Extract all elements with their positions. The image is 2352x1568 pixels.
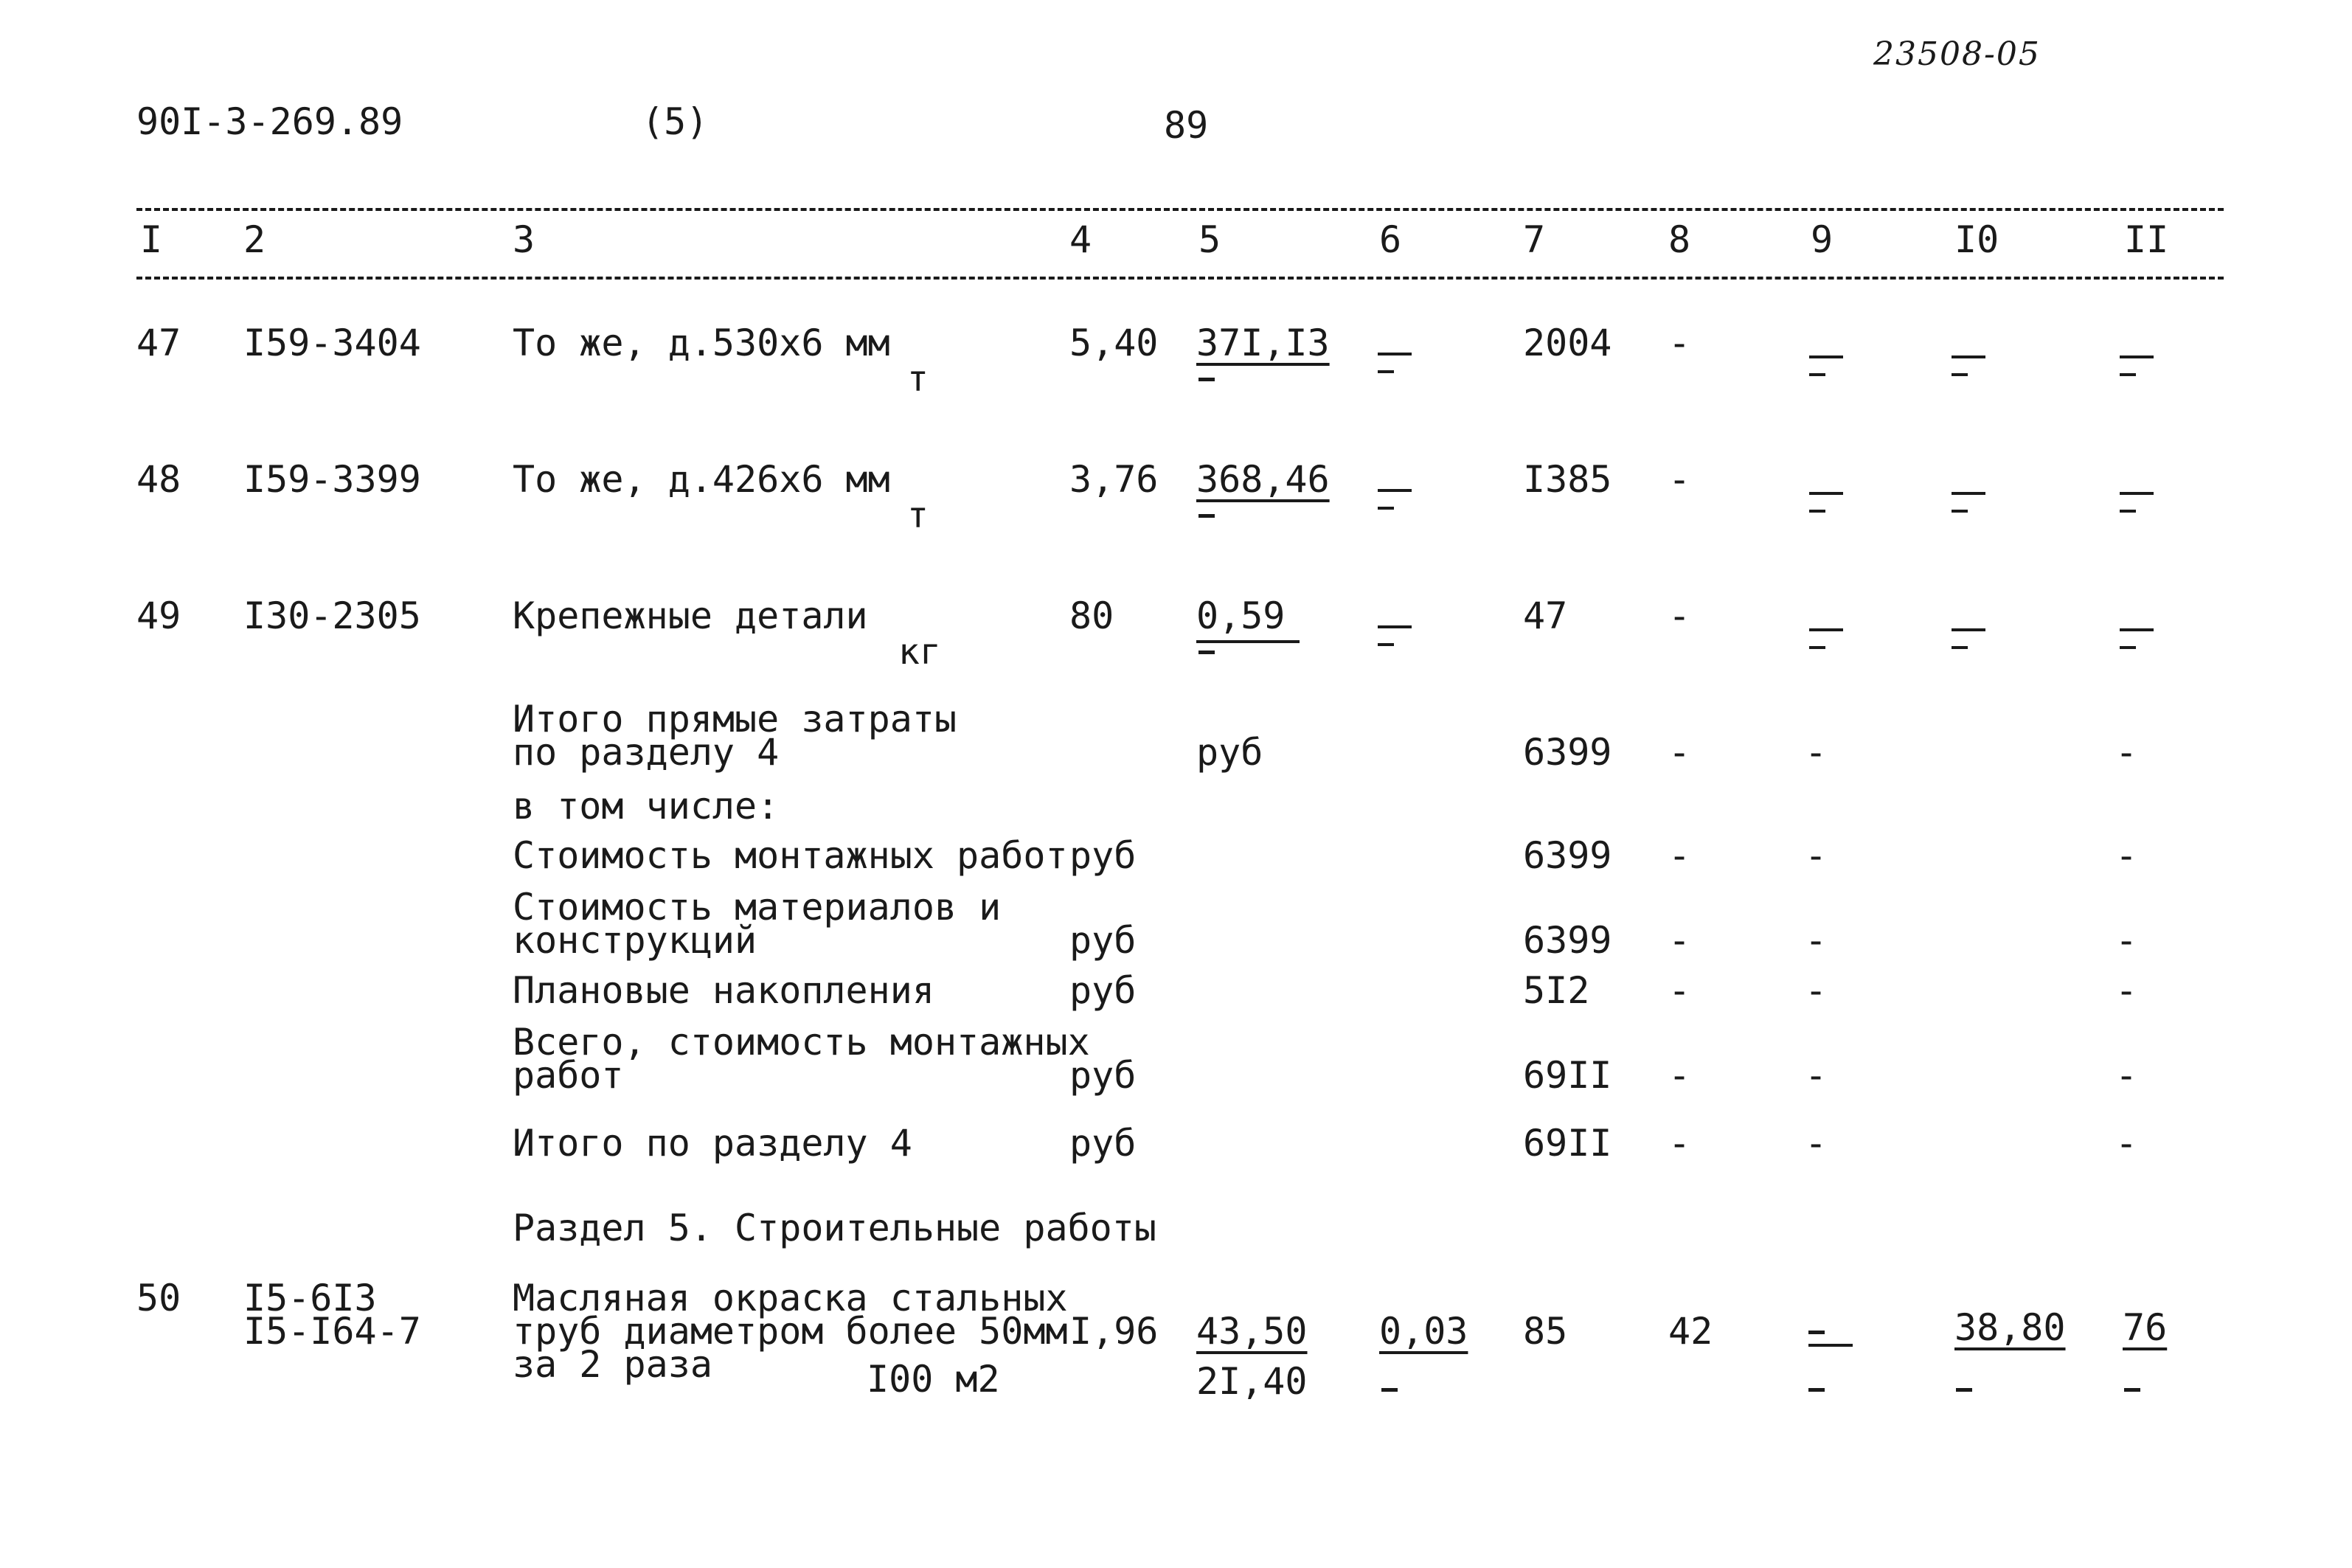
dash-col9: - — [1805, 1054, 1828, 1097]
unit-price-2: 2I,40 — [1196, 1360, 1308, 1403]
summary-label-cont: по разделу 4 — [513, 731, 780, 774]
dash-col11: - — [2115, 834, 2138, 877]
summary-label-cont: работ — [513, 1054, 624, 1097]
including-label: в том числе: — [513, 785, 780, 828]
page-number: 89 — [1164, 104, 1209, 147]
ditto-mark — [1805, 625, 1846, 655]
col10-value: 38,80 — [1954, 1306, 2066, 1349]
col6-second-dash — [1381, 1388, 1398, 1392]
summary-label: Итого прямые затраты — [513, 698, 957, 740]
dash-col9: - — [1805, 731, 1828, 774]
ditto-mark — [1373, 486, 1415, 516]
rate-code: I30-2305 — [243, 594, 421, 637]
dash-col11: - — [2115, 731, 2138, 774]
item-description: То же, д.426х6 мм — [513, 458, 890, 501]
dash-col8: - — [1668, 1054, 1691, 1097]
dash-col9: - — [1805, 1122, 1828, 1165]
unit-price: 37I,I3 — [1196, 322, 1330, 364]
item-quantity: 80 — [1069, 594, 1114, 637]
col-header-3: 3 — [513, 218, 535, 261]
item-description-line3: за 2 раза — [513, 1343, 712, 1386]
item-description: То же, д.530х6 мм — [513, 322, 890, 364]
col-header-7: 7 — [1523, 218, 1546, 261]
dash-col11: - — [2115, 1054, 2138, 1097]
ditto-mark — [1373, 622, 1415, 652]
dash-col8: - — [1668, 731, 1691, 774]
col-header-11: II — [2124, 218, 2169, 261]
dash-col8: - — [1668, 969, 1691, 1012]
summary-value: 69II — [1523, 1122, 1612, 1165]
rate-code: I59-3399 — [243, 458, 421, 501]
ditto-mark — [1947, 353, 1988, 382]
summary-value: 6399 — [1523, 731, 1612, 774]
ditto-mark — [1805, 353, 1846, 382]
summary-unit: руб — [1069, 834, 1137, 877]
summary-value: 6399 — [1523, 834, 1612, 877]
ditto-mark — [1805, 489, 1846, 518]
col-header-8: 8 — [1668, 218, 1691, 261]
rate-code: I5-6I3 — [243, 1277, 377, 1319]
item-unit: кг — [898, 631, 941, 673]
item-quantity: I,96 — [1069, 1310, 1159, 1353]
col9-dash — [1808, 1331, 1825, 1334]
item-quantity: 5,40 — [1069, 322, 1159, 364]
header-bottom-rule — [136, 277, 2224, 280]
col-header-1: I — [140, 218, 163, 261]
col8-value: - — [1668, 458, 1691, 501]
price-second-dash — [1198, 378, 1215, 381]
document-code: 90I-3-269.89 — [136, 100, 403, 143]
row-number: 50 — [136, 1277, 181, 1319]
summary-label: Всего, стоимость монтажных — [513, 1021, 1090, 1064]
rate-code-2: I5-I64-7 — [243, 1310, 421, 1353]
rate-code: I59-3404 — [243, 322, 421, 364]
col8-value: 42 — [1668, 1310, 1713, 1353]
dash-col11: - — [2115, 919, 2138, 962]
section-5-title: Раздел 5. Строительные работы — [513, 1207, 1156, 1249]
row-number: 49 — [136, 594, 181, 637]
ditto-mark — [2115, 489, 2157, 518]
price-second-dash — [1198, 514, 1215, 518]
price-second-dash — [1198, 651, 1215, 654]
unit-price: 43,50 — [1196, 1310, 1308, 1353]
summary-value: 6399 — [1523, 919, 1612, 962]
price-underline — [1196, 640, 1300, 643]
item-unit: т — [907, 495, 929, 536]
dash-col11: - — [2115, 969, 2138, 1012]
item-unit: т — [907, 358, 929, 400]
ditto-mark — [1373, 350, 1415, 379]
summary-label: Плановые накопления — [513, 969, 934, 1012]
item-description: Масляная окраска стальных — [513, 1277, 1068, 1319]
handwritten-code: 23508-05 — [1873, 35, 2041, 73]
col-header-10: I0 — [1954, 218, 1999, 261]
col11-value: 76 — [2123, 1306, 2168, 1349]
summary-label: Итого по разделу 4 — [513, 1122, 912, 1165]
summary-label-cont: конструкций — [513, 919, 757, 962]
item-description: Крепежные детали — [513, 594, 868, 637]
col11-second-dash — [2124, 1388, 2140, 1392]
col10-second-dash — [1956, 1388, 1972, 1392]
summary-unit: руб — [1069, 969, 1137, 1012]
col-header-5: 5 — [1198, 218, 1221, 261]
summary-unit: руб — [1069, 919, 1137, 962]
summary-unit: руб — [1069, 1122, 1137, 1165]
col-header-6: 6 — [1379, 218, 1402, 261]
col6-value: 0,03 — [1379, 1310, 1468, 1353]
summary-value: 5I2 — [1523, 969, 1590, 1012]
dash-col9: - — [1805, 834, 1828, 877]
dash-col8: - — [1668, 1122, 1691, 1165]
summary-value: 69II — [1523, 1054, 1612, 1097]
row-number: 48 — [136, 458, 181, 501]
item-description-line2: труб диаметром более 50мм — [513, 1310, 1068, 1353]
summary-unit: руб — [1196, 731, 1263, 774]
item-quantity: 3,76 — [1069, 458, 1159, 501]
summary-unit: руб — [1069, 1054, 1137, 1097]
ditto-mark — [1947, 625, 1988, 655]
dash-col11: - — [2115, 1122, 2138, 1165]
ditto-mark — [1947, 489, 1988, 518]
header-top-rule — [136, 208, 2224, 211]
col-header-2: 2 — [243, 218, 266, 261]
total-cost: I385 — [1523, 458, 1612, 501]
col9-second-dash — [1808, 1388, 1825, 1392]
item-unit: I00 м2 — [867, 1358, 1000, 1401]
dash-col8: - — [1668, 834, 1691, 877]
dash-col9: - — [1805, 969, 1828, 1012]
total-cost: 47 — [1523, 594, 1568, 637]
summary-label: Стоимость материалов и — [513, 886, 1002, 929]
part-number: (5) — [642, 100, 709, 143]
unit-price: 368,46 — [1196, 458, 1330, 501]
col-header-4: 4 — [1069, 218, 1092, 261]
dash-col8: - — [1668, 919, 1691, 962]
total-cost: 2004 — [1523, 322, 1612, 364]
col8-value: - — [1668, 322, 1691, 364]
total-cost: 85 — [1523, 1310, 1568, 1353]
summary-label: Стоимость монтажных работ — [513, 834, 1068, 877]
ditto-mark — [2115, 353, 2157, 382]
ditto-mark — [2115, 625, 2157, 655]
dash-col9: - — [1805, 919, 1828, 962]
col-header-9: 9 — [1811, 218, 1834, 261]
unit-price: 0,59 — [1196, 594, 1286, 637]
col8-value: - — [1668, 594, 1691, 637]
col9-underline — [1808, 1344, 1853, 1347]
row-number: 47 — [136, 322, 181, 364]
